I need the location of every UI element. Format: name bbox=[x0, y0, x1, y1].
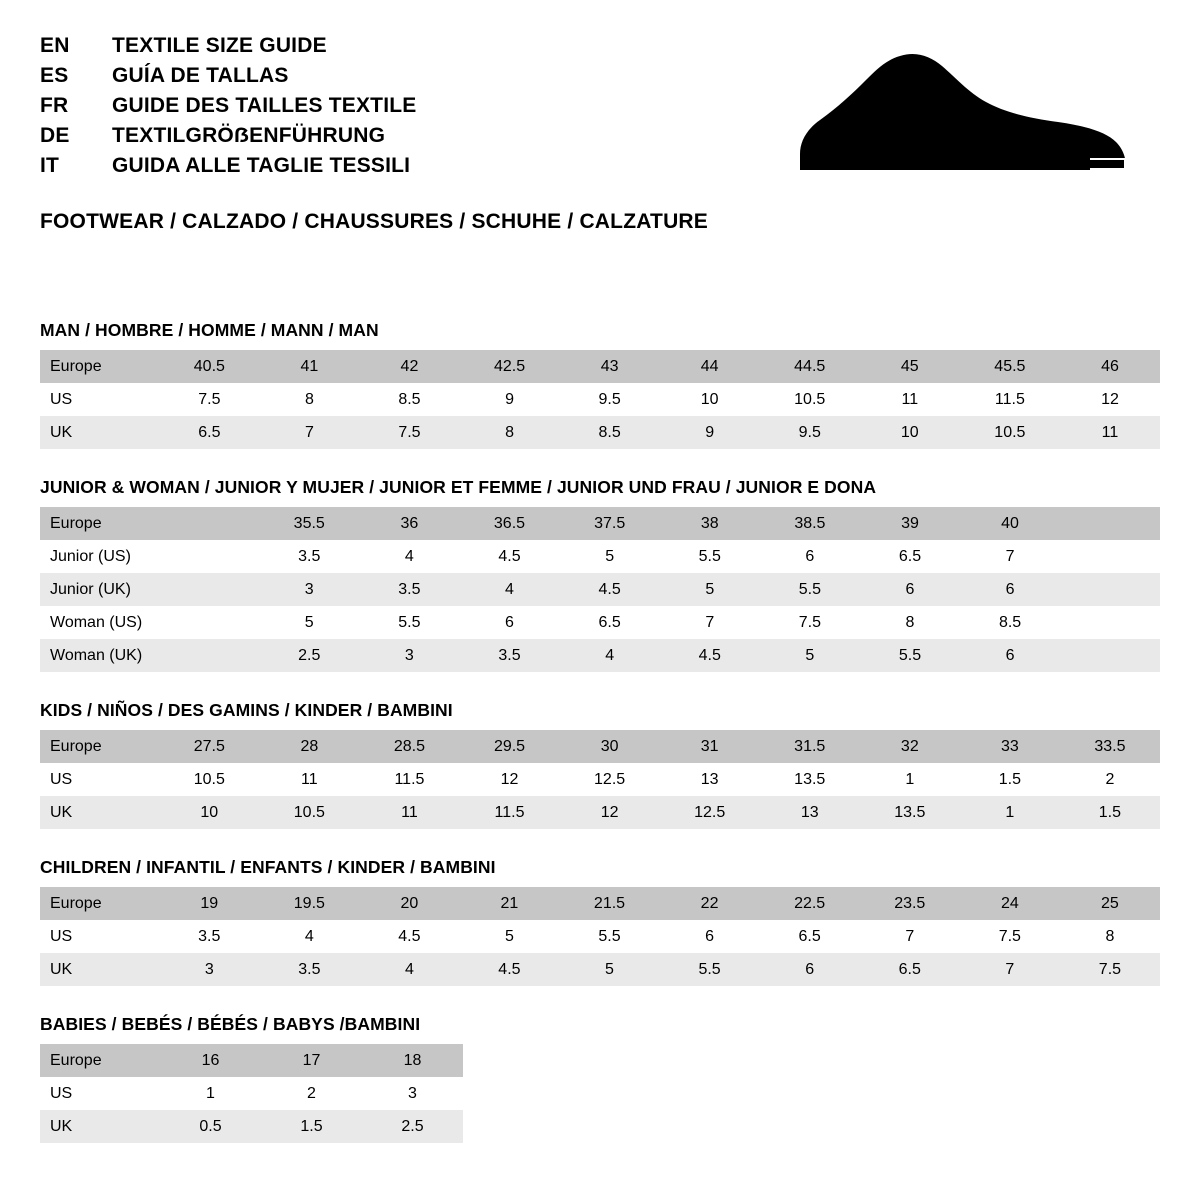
row-label: US bbox=[40, 1077, 160, 1110]
cell bbox=[1060, 507, 1160, 540]
cell: 7.5 bbox=[1060, 953, 1160, 986]
cell: 11.5 bbox=[960, 383, 1060, 416]
language-code: FR bbox=[40, 94, 69, 117]
cell: 13.5 bbox=[760, 763, 860, 796]
table-row bbox=[40, 920, 1160, 953]
cell: 4 bbox=[259, 920, 359, 953]
section-title: CHILDREN / INFANTIL / ENFANTS / KINDER / BAMBINI bbox=[40, 857, 496, 877]
cell: 12 bbox=[1060, 383, 1160, 416]
cell: 2 bbox=[1060, 763, 1160, 796]
section-children bbox=[40, 857, 1160, 986]
cell: 42.5 bbox=[459, 350, 559, 383]
cell: 3.5 bbox=[459, 639, 559, 672]
cell: 6 bbox=[960, 639, 1060, 672]
cell: 24 bbox=[960, 887, 1060, 920]
row-label: US bbox=[40, 383, 159, 416]
dress-shoe-icon bbox=[790, 46, 1130, 176]
row-label: UK bbox=[40, 1110, 160, 1143]
cell: 41 bbox=[259, 350, 359, 383]
cell: 1.5 bbox=[261, 1110, 362, 1143]
table-row bbox=[40, 416, 1160, 449]
cell: 21.5 bbox=[559, 887, 659, 920]
table-row bbox=[40, 383, 1160, 416]
section-junior-woman bbox=[40, 477, 1160, 672]
cell: 8 bbox=[459, 416, 559, 449]
cell: 11 bbox=[259, 763, 359, 796]
language-title: TEXTILE SIZE GUIDE bbox=[112, 34, 327, 57]
cell: 1 bbox=[860, 763, 960, 796]
language-row bbox=[40, 34, 416, 58]
cell: 4 bbox=[359, 953, 459, 986]
cell: 11 bbox=[860, 383, 960, 416]
cell: 25 bbox=[1060, 887, 1160, 920]
row-label: UK bbox=[40, 953, 159, 986]
cell: 40 bbox=[960, 507, 1060, 540]
cell: 31 bbox=[660, 730, 760, 763]
cell: 6.5 bbox=[760, 920, 860, 953]
cell: 22.5 bbox=[760, 887, 860, 920]
cell: 30 bbox=[560, 730, 660, 763]
cell: 4.5 bbox=[660, 639, 760, 672]
cell: 7.5 bbox=[159, 383, 259, 416]
cell: 39 bbox=[860, 507, 960, 540]
cell: 7 bbox=[660, 606, 760, 639]
cell: 6 bbox=[860, 573, 960, 606]
cell: 10.5 bbox=[960, 416, 1060, 449]
cell bbox=[1060, 639, 1160, 672]
cell: 10 bbox=[860, 416, 960, 449]
cell: 8 bbox=[1060, 920, 1160, 953]
cell: 9.5 bbox=[760, 416, 860, 449]
row-label: Europe bbox=[40, 730, 159, 763]
row-label: US bbox=[40, 763, 159, 796]
language-row bbox=[40, 154, 416, 178]
cell: 33 bbox=[960, 730, 1060, 763]
language-title: GUIDE DES TAILLES TEXTILE bbox=[112, 94, 417, 117]
cell: 10 bbox=[660, 383, 760, 416]
language-row bbox=[40, 124, 416, 148]
cell: 11 bbox=[359, 796, 459, 829]
cell: 5.5 bbox=[860, 639, 960, 672]
cell: 12 bbox=[459, 763, 559, 796]
cell: 12.5 bbox=[560, 763, 660, 796]
language-code: IT bbox=[40, 154, 60, 177]
cell: 7.5 bbox=[960, 920, 1060, 953]
language-list bbox=[40, 34, 416, 184]
table-row bbox=[40, 639, 1160, 672]
cell: 7 bbox=[860, 920, 960, 953]
row-label: Woman (US) bbox=[40, 606, 159, 639]
cell: 3 bbox=[159, 953, 259, 986]
cell: 37.5 bbox=[560, 507, 660, 540]
language-row bbox=[40, 94, 416, 118]
cell: 40.5 bbox=[159, 350, 259, 383]
cell: 16 bbox=[160, 1044, 261, 1077]
cell: 8.5 bbox=[359, 383, 459, 416]
language-title: TEXTILGRÖẞENFÜHRUNG bbox=[112, 124, 386, 147]
row-label: US bbox=[40, 920, 159, 953]
size-table-babies bbox=[40, 1044, 463, 1143]
cell: 10 bbox=[159, 796, 259, 829]
cell: 7 bbox=[960, 540, 1060, 573]
language-code: DE bbox=[40, 124, 70, 147]
section-title: JUNIOR & WOMAN / JUNIOR Y MUJER / JUNIOR ET FEMME / JUNIOR UND FRAU / JUNIOR E DONA bbox=[40, 477, 877, 497]
cell: 5 bbox=[559, 953, 659, 986]
section-title: KIDS / NIÑOS / DES GAMINS / KINDER / BAMBINI bbox=[40, 700, 453, 720]
table-row bbox=[40, 796, 1160, 829]
cell: 4.5 bbox=[560, 573, 660, 606]
cell: 8.5 bbox=[960, 606, 1060, 639]
cell: 10.5 bbox=[760, 383, 860, 416]
row-label: Europe bbox=[40, 887, 159, 920]
table-row bbox=[40, 887, 1160, 920]
cell: 21 bbox=[459, 887, 559, 920]
cell: 36.5 bbox=[459, 507, 559, 540]
cell: 45 bbox=[860, 350, 960, 383]
cell: 5.5 bbox=[359, 606, 459, 639]
cell: 11.5 bbox=[359, 763, 459, 796]
cell: 3.5 bbox=[159, 920, 259, 953]
cell bbox=[1060, 540, 1160, 573]
table-row bbox=[40, 540, 1160, 573]
cell: 18 bbox=[362, 1044, 463, 1077]
cell: 11.5 bbox=[459, 796, 559, 829]
cell: 13 bbox=[760, 796, 860, 829]
cell: 1.5 bbox=[960, 763, 1060, 796]
language-row bbox=[40, 64, 416, 88]
cell: 9 bbox=[660, 416, 760, 449]
cell: 4 bbox=[560, 639, 660, 672]
table-row bbox=[40, 1077, 463, 1110]
cell: 10.5 bbox=[159, 763, 259, 796]
cell bbox=[159, 507, 259, 540]
cell: 5 bbox=[660, 573, 760, 606]
cell: 3 bbox=[362, 1077, 463, 1110]
cell bbox=[159, 540, 259, 573]
cell: 12.5 bbox=[660, 796, 760, 829]
cell: 28.5 bbox=[359, 730, 459, 763]
cell: 6.5 bbox=[860, 540, 960, 573]
category-title: FOOTWEAR / CALZADO / CHAUSSURES / SCHUHE / CALZATURE bbox=[40, 210, 709, 233]
language-title: GUIDA ALLE TAGLIE TESSILI bbox=[112, 154, 411, 177]
cell: 5 bbox=[459, 920, 559, 953]
cell: 29.5 bbox=[459, 730, 559, 763]
section-title: MAN / HOMBRE / HOMME / MANN / MAN bbox=[40, 320, 379, 340]
row-label: Woman (UK) bbox=[40, 639, 159, 672]
section-title: BABIES / BEBÉS / BÉBÉS / BABYS /BAMBINI bbox=[40, 1014, 421, 1034]
cell: 6.5 bbox=[560, 606, 660, 639]
page-header bbox=[40, 34, 1160, 184]
section-babies bbox=[40, 1014, 1160, 1143]
cell: 31.5 bbox=[760, 730, 860, 763]
cell: 5 bbox=[760, 639, 860, 672]
cell: 9.5 bbox=[560, 383, 660, 416]
cell: 13 bbox=[660, 763, 760, 796]
cell bbox=[1060, 606, 1160, 639]
cell: 3 bbox=[259, 573, 359, 606]
cell: 0.5 bbox=[160, 1110, 261, 1143]
cell: 8 bbox=[860, 606, 960, 639]
cell bbox=[1060, 573, 1160, 606]
cell: 38.5 bbox=[760, 507, 860, 540]
cell: 5 bbox=[259, 606, 359, 639]
cell: 7.5 bbox=[359, 416, 459, 449]
row-label: Europe bbox=[40, 1044, 160, 1077]
section-kids bbox=[40, 700, 1160, 829]
cell: 32 bbox=[860, 730, 960, 763]
cell: 36 bbox=[359, 507, 459, 540]
cell: 3 bbox=[359, 639, 459, 672]
cell: 5.5 bbox=[660, 953, 760, 986]
row-label: Europe bbox=[40, 507, 159, 540]
cell bbox=[159, 573, 259, 606]
table-row bbox=[40, 573, 1160, 606]
cell: 22 bbox=[660, 887, 760, 920]
row-label: UK bbox=[40, 416, 159, 449]
size-table-kids bbox=[40, 730, 1160, 829]
table-row bbox=[40, 763, 1160, 796]
cell: 35.5 bbox=[259, 507, 359, 540]
cell: 1 bbox=[960, 796, 1060, 829]
cell bbox=[159, 639, 259, 672]
table-row bbox=[40, 606, 1160, 639]
cell: 2.5 bbox=[362, 1110, 463, 1143]
row-label: Junior (US) bbox=[40, 540, 159, 573]
cell: 46 bbox=[1060, 350, 1160, 383]
cell: 45.5 bbox=[960, 350, 1060, 383]
cell: 3.5 bbox=[359, 573, 459, 606]
cell: 44.5 bbox=[760, 350, 860, 383]
size-table-children bbox=[40, 887, 1160, 986]
cell: 42 bbox=[359, 350, 459, 383]
cell: 28 bbox=[259, 730, 359, 763]
size-table-man bbox=[40, 350, 1160, 449]
cell: 4.5 bbox=[459, 540, 559, 573]
cell: 1.5 bbox=[1060, 796, 1160, 829]
cell: 43 bbox=[560, 350, 660, 383]
section-man bbox=[40, 320, 1160, 449]
cell: 7 bbox=[960, 953, 1060, 986]
cell: 19 bbox=[159, 887, 259, 920]
table-row bbox=[40, 507, 1160, 540]
table-row bbox=[40, 350, 1160, 383]
row-label: UK bbox=[40, 796, 159, 829]
cell: 12 bbox=[560, 796, 660, 829]
cell: 6 bbox=[459, 606, 559, 639]
cell bbox=[159, 606, 259, 639]
cell: 7.5 bbox=[760, 606, 860, 639]
cell: 23.5 bbox=[860, 887, 960, 920]
cell: 33.5 bbox=[1060, 730, 1160, 763]
cell: 6 bbox=[960, 573, 1060, 606]
cell: 4.5 bbox=[459, 953, 559, 986]
language-code: EN bbox=[40, 34, 70, 57]
cell: 44 bbox=[660, 350, 760, 383]
cell: 4 bbox=[359, 540, 459, 573]
cell: 6 bbox=[760, 540, 860, 573]
cell: 9 bbox=[459, 383, 559, 416]
language-title: GUÍA DE TALLAS bbox=[112, 64, 289, 87]
row-label: Europe bbox=[40, 350, 159, 383]
cell: 20 bbox=[359, 887, 459, 920]
table-row bbox=[40, 730, 1160, 763]
cell: 19.5 bbox=[259, 887, 359, 920]
table-row bbox=[40, 1110, 463, 1143]
cell: 6.5 bbox=[860, 953, 960, 986]
cell: 1 bbox=[160, 1077, 261, 1110]
cell: 5.5 bbox=[660, 540, 760, 573]
cell: 4 bbox=[459, 573, 559, 606]
cell: 6 bbox=[760, 953, 860, 986]
language-code: ES bbox=[40, 64, 69, 87]
cell: 11 bbox=[1060, 416, 1160, 449]
cell: 6.5 bbox=[159, 416, 259, 449]
cell: 4.5 bbox=[359, 920, 459, 953]
cell: 5.5 bbox=[559, 920, 659, 953]
cell: 6 bbox=[660, 920, 760, 953]
size-table-junior-woman bbox=[40, 507, 1160, 672]
cell: 13.5 bbox=[860, 796, 960, 829]
cell: 5 bbox=[560, 540, 660, 573]
cell: 3.5 bbox=[259, 953, 359, 986]
cell: 8.5 bbox=[560, 416, 660, 449]
cell: 8 bbox=[259, 383, 359, 416]
cell: 10.5 bbox=[259, 796, 359, 829]
cell: 3.5 bbox=[259, 540, 359, 573]
cell: 17 bbox=[261, 1044, 362, 1077]
cell: 2.5 bbox=[259, 639, 359, 672]
shoe-illustration bbox=[770, 34, 1160, 176]
cell: 2 bbox=[261, 1077, 362, 1110]
cell: 38 bbox=[660, 507, 760, 540]
table-row bbox=[40, 953, 1160, 986]
table-row bbox=[40, 1044, 463, 1077]
cell: 5.5 bbox=[760, 573, 860, 606]
row-label: Junior (UK) bbox=[40, 573, 159, 606]
cell: 7 bbox=[259, 416, 359, 449]
cell: 27.5 bbox=[159, 730, 259, 763]
